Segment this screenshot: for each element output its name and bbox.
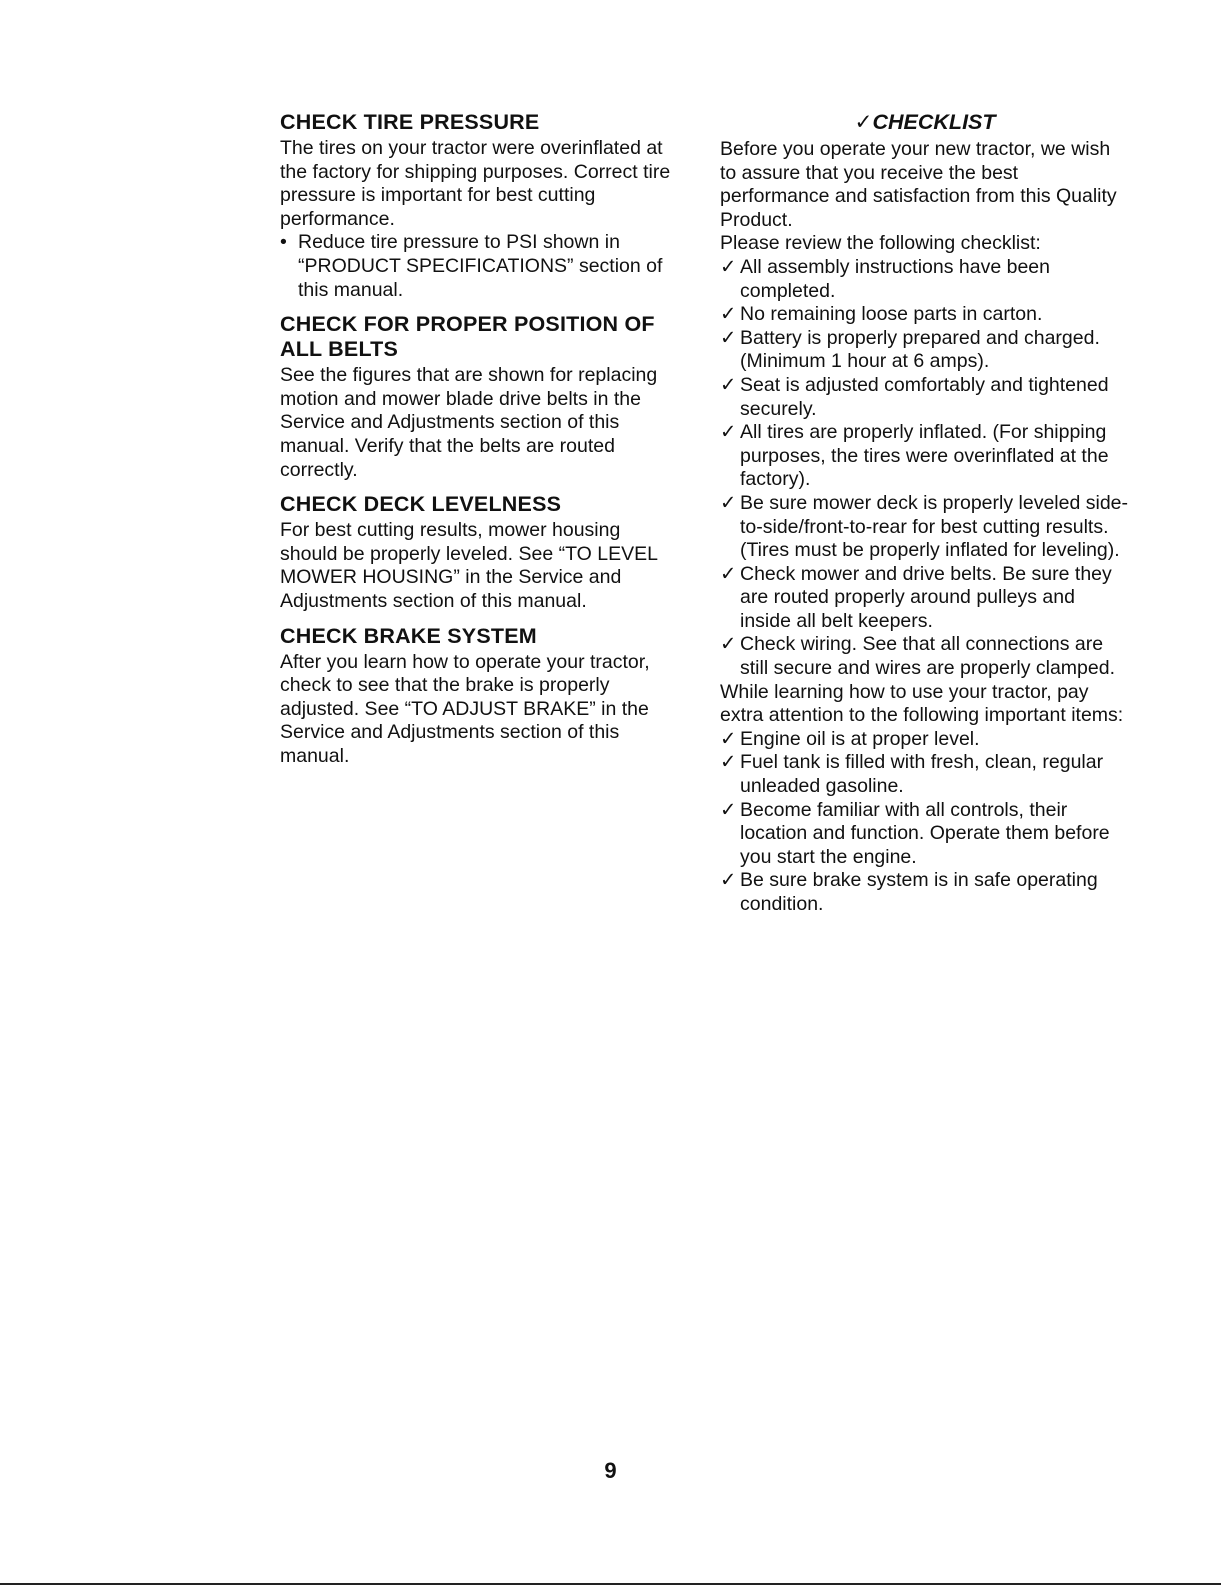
checklist-item: [720, 303, 1130, 327]
checklist-heading: ✓CHECKLIST: [854, 110, 996, 134]
important-item: [720, 869, 1130, 916]
checklist-item-text: Seat is adjusted comfortably and tightened securely.: [740, 373, 1109, 420]
checklist-intro: Before you operate your new tractor, we wish to assure that you receive the best performance and satisfaction from this Quality Product.: [720, 138, 1117, 231]
important-item-text: Fuel tank is filled with fresh, clean, regular unleaded gasoline.: [740, 751, 1104, 798]
checklist-item: [720, 633, 1130, 680]
check-mark-icon: ✓: [720, 869, 737, 892]
check-mark-icon: ✓: [720, 751, 737, 774]
while-learning-text: While learning how to use your tractor, pay extra attention to the following important items:: [720, 680, 1124, 727]
checklist-review-line: Please review the following checklist:: [720, 232, 1041, 255]
check-mark-icon: ✓: [720, 373, 737, 396]
check-mark-icon: ✓: [720, 326, 737, 349]
brake-system-heading: CHECK BRAKE SYSTEM: [280, 623, 537, 648]
belts-heading: CHECK FOR PROPER POSITION OF ALL BELTS: [280, 312, 655, 362]
brake-system-section: [280, 624, 680, 769]
check-mark-icon: ✓: [720, 633, 737, 656]
important-item: [720, 751, 1130, 798]
deck-levelness-section: [280, 492, 680, 613]
tire-pressure-bullet: [280, 231, 680, 302]
checklist-item: [720, 374, 1130, 421]
important-item-text: Be sure brake system is in safe operating condition.: [740, 869, 1098, 915]
belts-section: [280, 312, 680, 482]
important-item-text: Engine oil is at proper level.: [740, 727, 980, 750]
tire-pressure-bullet-text: Reduce tire pressure to PSI shown in “PRODUCT SPECIFICATIONS” section of this manual.: [298, 231, 663, 301]
deck-levelness-body: For best cutting results, mower housing should be properly leveled. See “TO LEVEL MOWER HOUSING” in the Service and Adjustments section of this manual.: [280, 519, 658, 612]
checklist-item: [720, 421, 1130, 492]
brake-system-body: After you learn how to operate your tractor, check to see that the brake is properly adjusted. See “TO ADJUST BRAKE” in the Service and Adjustments section of this manual.: [280, 650, 650, 767]
tire-pressure-body: The tires on your tractor were overinflated at the factory for shipping purposes. Correct tire pressure is important for best cutting performance.: [280, 137, 671, 230]
check-mark-icon: ✓: [720, 421, 737, 444]
important-item: [720, 799, 1130, 870]
check-mark-icon: ✓: [720, 727, 737, 750]
deck-levelness-heading: CHECK DECK LEVELNESS: [280, 492, 562, 517]
important-item-text: Become familiar with all controls, their location and function. Operate them before you start the engine.: [740, 798, 1110, 868]
checklist-item: [720, 492, 1130, 563]
checklist-item-text: No remaining loose parts in carton.: [740, 303, 1043, 326]
bullet-dot-icon: •: [280, 231, 287, 254]
important-item: [720, 728, 1130, 752]
check-mark-icon: ✓: [720, 255, 737, 278]
check-mark-icon: ✓: [720, 562, 737, 585]
checklist-item: [720, 563, 1130, 634]
page-number: 9: [604, 1458, 617, 1483]
check-mark-icon: ✓: [720, 798, 737, 821]
left-column: [280, 110, 680, 778]
checklist-item-text: All tires are properly inflated. (For shipping purposes, the tires were overinflated at the factory).: [740, 421, 1109, 491]
checklist-item-text: Be sure mower deck is properly leveled side-to-side/front-to-rear for best cutting results. (Tires must be properly inflated for leveling).: [740, 491, 1129, 562]
check-mark-icon: ✓: [720, 491, 737, 514]
checklist-items: [720, 256, 1130, 681]
checklist-item-text: Check wiring. See that all connections are still secure and wires are properly clamped.: [740, 633, 1115, 680]
important-items: [720, 728, 1130, 917]
tire-pressure-heading: CHECK TIRE PRESSURE: [280, 110, 540, 134]
checklist-item-text: Check mower and drive belts. Be sure they are routed properly around pulleys and inside all belt keepers.: [740, 562, 1112, 632]
checklist-item-text: All assembly instructions have been completed.: [740, 255, 1050, 302]
tire-pressure-section: [280, 110, 680, 302]
checklist-item: [720, 256, 1130, 303]
belts-body: See the figures that are shown for replacing motion and mower blade drive belts in the Service and Adjustments section of this manual. Verify that the belts are routed correctly.: [280, 364, 658, 481]
right-column: [720, 110, 1130, 917]
checklist-item: [720, 327, 1130, 374]
checklist-item-text: Battery is properly prepared and charged. (Minimum 1 hour at 6 amps).: [740, 326, 1100, 373]
check-mark-icon: ✓: [720, 303, 737, 326]
